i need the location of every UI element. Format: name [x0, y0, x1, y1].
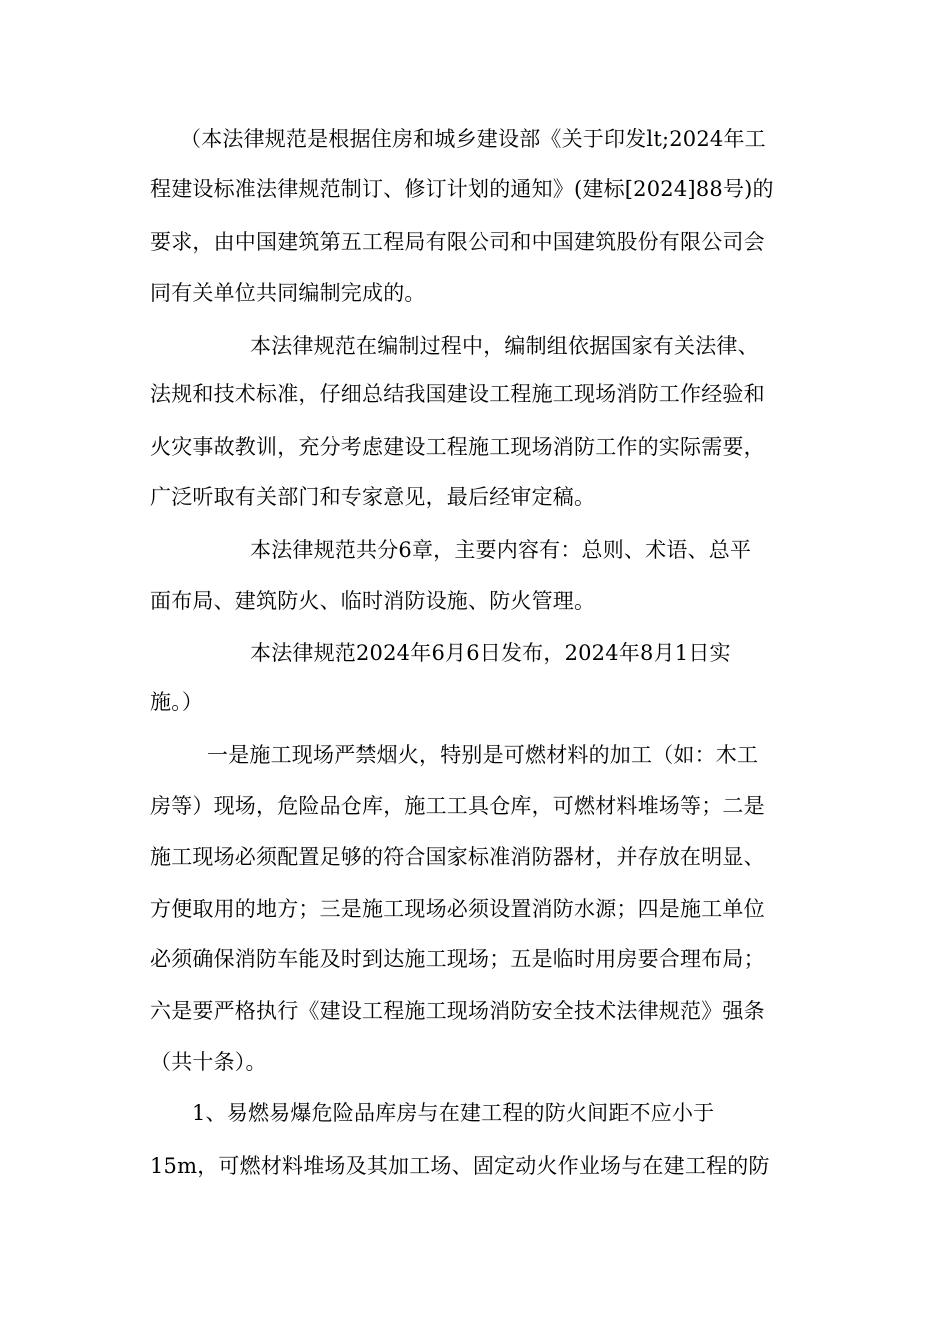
paragraph-5-line-3: 施工现场必须配置足够的符合国家标准消防器材，并存放在明显、 [150, 845, 765, 869]
paragraph-6-line-1: 1、易燃易爆危险品库房与在建工程的防火间距不应小于 [192, 1101, 715, 1125]
paragraph-5-line-7: （共十条）。 [150, 1050, 267, 1074]
paragraph-1-line-1: （本法律规范是根据住房和城乡建设部《关于印发lt;2024年工 [180, 127, 766, 151]
paragraph-4-line-2: 施。） [150, 690, 204, 714]
paragraph-5-line-2: 房等）现场，危险品仓库，施工工具仓库，可燃材料堆场等；二是 [150, 794, 765, 818]
paragraph-1-line-3: 要求，由中国建筑第五工程局有限公司和中国建筑股份有限公司会 [150, 230, 765, 254]
paragraph-2-line-4: 广泛听取有关部门和专家意见，最后经审定稿。 [150, 485, 596, 509]
paragraph-3-line-1: 本法律规范共分6章，主要内容有：总则、术语、总平 [250, 538, 752, 562]
paragraph-2-line-2: 法规和技术标准，仔细总结我国建设工程施工现场消防工作经验和 [150, 382, 765, 406]
paragraph-4-line-1: 本法律规范2024年6月6日发布，2024年8月1日实 [250, 641, 731, 665]
paragraph-3-line-2: 面布局、建筑防火、临时消防设施、防火管理。 [150, 589, 596, 613]
paragraph-1-line-4: 同有关单位共同编制完成的。 [150, 281, 426, 305]
paragraph-5-line-4: 方便取用的地方；三是施工现场必须设置消防水源；四是施工单位 [150, 897, 765, 921]
paragraph-6-line-2: 15m，可燃材料堆场及其加工场、固定动火作业场与在建工程的防 [150, 1154, 770, 1178]
paragraph-2-line-1: 本法律规范在编制过程中，编制组依据国家有关法律、 [250, 334, 759, 358]
paragraph-5-line-6: 六是要严格执行《建设工程施工现场消防安全技术法律规范》强条 [150, 999, 765, 1023]
paragraph-5-line-1: 一是施工现场严禁烟火，特别是可燃材料的加工（如：木工 [207, 743, 759, 767]
paragraph-2-line-3: 火灾事故教训，充分考虑建设工程施工现场消防工作的实际需要， [150, 435, 765, 459]
paragraph-5-line-5: 必须确保消防车能及时到达施工现场；五是临时用房要合理布局； [150, 947, 765, 971]
paragraph-1-line-2: 程建设标准法律规范制订、修订计划的通知》(建标[2024]88号)的 [150, 177, 774, 201]
